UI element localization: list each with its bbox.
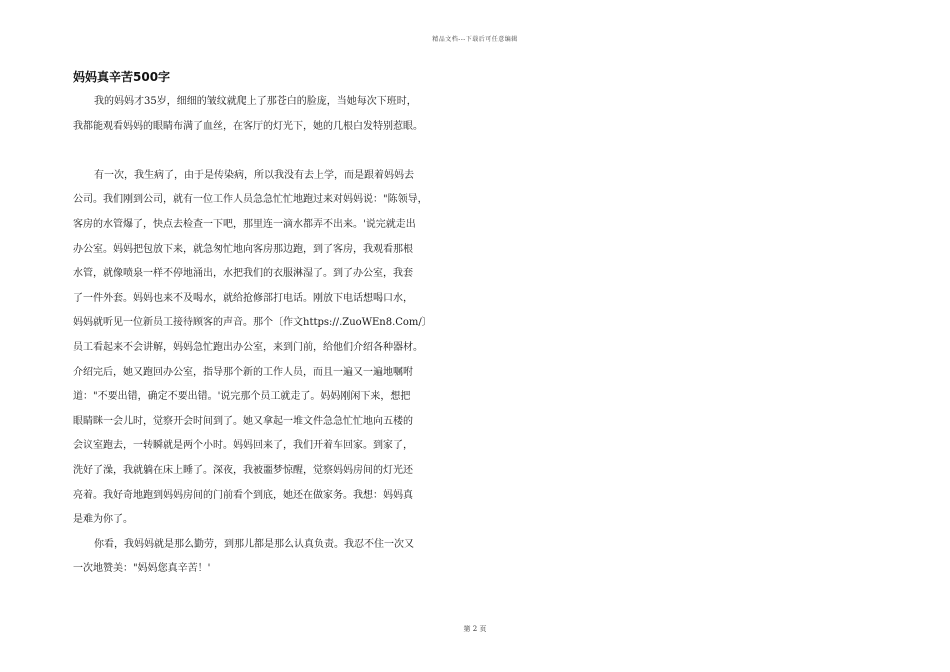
- page-header: 精品文档---下载后可任意编辑: [432, 36, 518, 43]
- text-line: 洗好了澡，我就躺在床上睡了。深夜，我被噩梦惊醒，觉察妈妈房间的灯光还: [73, 464, 413, 476]
- text-line: 办公室。妈妈把包放下来，就急匆忙地向客房那边跑，到了客房，我观看那根: [73, 243, 413, 255]
- text-line: 一次地赞美："妈妈您真辛苦！': [73, 563, 211, 575]
- document-title: 妈妈真辛苦500字: [73, 70, 171, 84]
- blank-line: [73, 139, 473, 164]
- text-line: 客房的水管爆了，快点去检查一下吧，那里连一滴水都弄不出来。'说完就走出: [73, 218, 416, 230]
- text-line: 妈妈就听见一位新员工接待顾客的声音。那个〔作文https://.ZuoWEn8.Com/〕: [73, 317, 432, 329]
- document-body: [73, 90, 473, 582]
- text-line: 了一件外套。妈妈也来不及喝水，就给抢修部打电话。刚放下电话想喝口水，: [73, 292, 413, 304]
- text-line: 是难为你了。: [73, 514, 133, 526]
- text-line: 介绍完后，她又跑回办公室，指导那个新的工作人员，而且一遍又一遍地嘱咐: [73, 366, 413, 378]
- page-number: 第 2 页: [463, 625, 487, 633]
- text-line: 会议室跑去，一转瞬就是两个小时。妈妈回来了，我们开着车回家。到家了，: [73, 440, 413, 452]
- text-line: 亮着。我好奇地跑到妈妈房间的门前看个到底，她还在做家务。我想：妈妈真: [73, 489, 413, 501]
- text-line: 你看，我妈妈就是那么勤劳，到那儿都是那么认真负责。我忍不住一次又: [94, 538, 414, 550]
- text-line: 我的妈妈才35岁，细细的皱纹就爬上了那苍白的脸庞，当她每次下班时，: [94, 96, 417, 107]
- text-line: 公司。我们刚到公司，就有一位工作人员急急忙忙地跑过来对妈妈说："陈领导，: [73, 194, 428, 206]
- text-line: 眼睛眯一会儿时，觉察开会时间到了。她又拿起一堆文件急急忙忙地向五楼的: [73, 415, 413, 427]
- text-line: 道："不要出错，确定不要出错。'说完那个员工就走了。妈妈刚闲下来，想把: [73, 391, 411, 403]
- text-line: 有一次，我生病了，由于是传染病，所以我没有去上学，而是跟着妈妈去: [94, 169, 414, 181]
- text-line: 员工看起来不会讲解，妈妈急忙跑出办公室，来到门前，给他们介绍各种器材。: [73, 341, 423, 353]
- text-line: 我都能观看妈妈的眼睛布满了血丝，在客厅的灯光下，她的几根白发特别惹眼。: [73, 120, 423, 132]
- text-line: 水管，就像喷泉一样不停地涌出，水把我们的衣服淋湿了。到了办公室，我套: [73, 268, 413, 280]
